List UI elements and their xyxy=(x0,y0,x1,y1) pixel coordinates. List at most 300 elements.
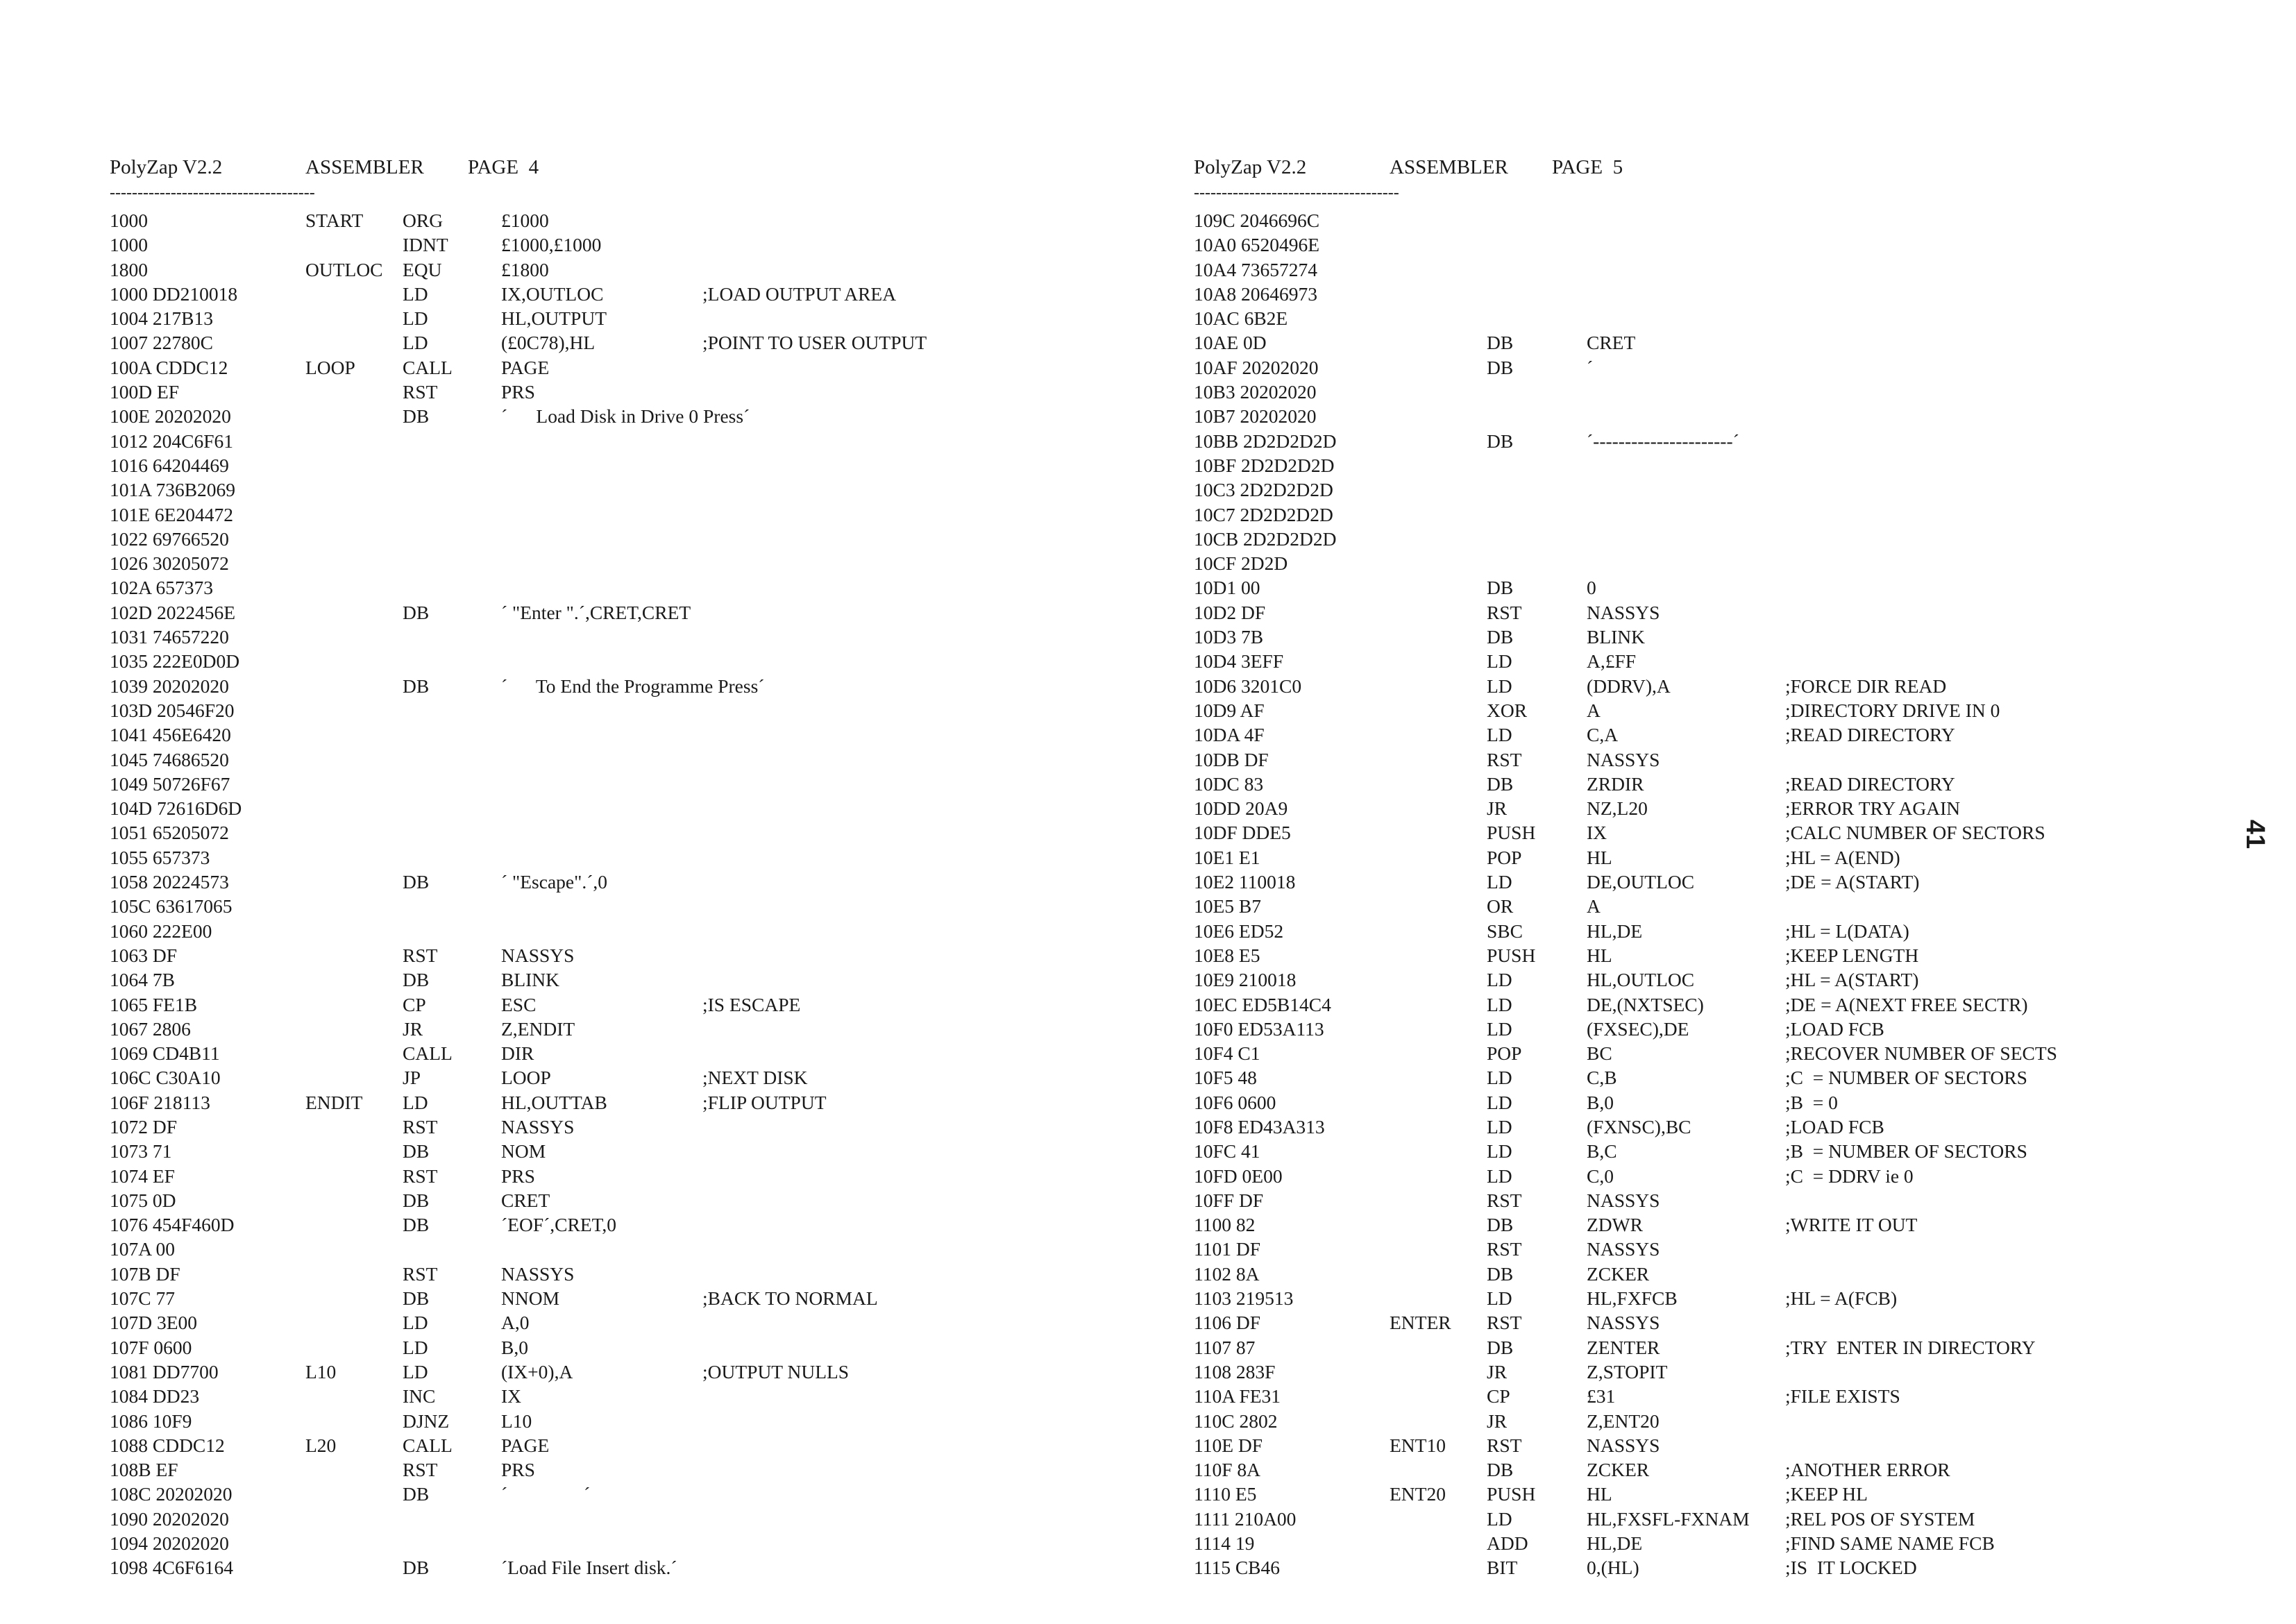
address-code: 1108 283F xyxy=(1194,1360,1276,1382)
mnemonic: DB xyxy=(1487,626,1514,648)
mnemonic: EQU xyxy=(403,258,442,280)
operand: ´Load File Insert disk.´ xyxy=(501,1557,677,1579)
comment: ;DE = A(START) xyxy=(1785,871,1920,893)
mnemonic: CALL xyxy=(403,356,453,378)
mnemonic: POP xyxy=(1487,846,1522,868)
operand: NASSYS xyxy=(1587,601,1660,623)
listing-line xyxy=(110,1188,1116,1212)
listing-line xyxy=(1194,1164,2200,1188)
operand: A xyxy=(1587,895,1601,917)
listing-line xyxy=(110,992,1116,1017)
address-code: 10EC ED5B14C4 xyxy=(1194,993,1331,1015)
comment: ;OUTPUT NULLS xyxy=(702,1360,850,1382)
address-code: 1090 20202020 xyxy=(110,1507,229,1530)
address-code: 107D 3E00 xyxy=(110,1312,198,1334)
label: L20 xyxy=(305,1434,337,1456)
address-code: 1007 22780C xyxy=(110,332,213,354)
listing-line xyxy=(110,232,1116,257)
address-code: 10D4 3EFF xyxy=(1194,650,1284,673)
page-header xyxy=(1194,149,2200,181)
operand: ´ "Enter ".´,CRET,CRET xyxy=(501,601,691,623)
listing-line xyxy=(1194,1555,2200,1580)
listing-line xyxy=(110,600,1116,625)
operand: NASSYS xyxy=(1587,1312,1660,1334)
address-code: 1000 xyxy=(110,210,148,231)
comment: ;HL = A(FCB) xyxy=(1785,1287,1898,1310)
operand: DIR xyxy=(501,1042,534,1065)
label: ENTER xyxy=(1390,1312,1451,1334)
listing-line xyxy=(110,453,1116,477)
mnemonic: CALL xyxy=(403,1042,453,1065)
mnemonic: JP xyxy=(403,1067,421,1089)
listing-line xyxy=(110,772,1116,796)
mnemonic: LD xyxy=(1487,724,1512,746)
listing-line xyxy=(110,306,1116,330)
operand: (£0C78),HL xyxy=(501,332,596,354)
label: L10 xyxy=(305,1360,337,1382)
operand: DE,OUTLOC xyxy=(1587,871,1695,893)
operand: 0,(HL) xyxy=(1587,1557,1639,1579)
listing-line xyxy=(1194,772,2200,796)
address-code: 1055 657373 xyxy=(110,846,210,868)
operand: ZENTER xyxy=(1587,1336,1660,1358)
listing-line xyxy=(110,722,1116,747)
address-code: 1800 xyxy=(110,258,148,280)
header-rule: ------------------------------------- xyxy=(1194,185,1399,202)
label: ENT20 xyxy=(1390,1483,1446,1505)
listing-page-4 xyxy=(110,149,1116,1580)
mnemonic: LD xyxy=(403,282,428,305)
listing-line xyxy=(1194,649,2200,673)
operand: ESC xyxy=(501,993,537,1015)
comment: ;IS IT LOCKED xyxy=(1785,1557,1917,1579)
mnemonic: DB xyxy=(403,969,430,991)
listing-line xyxy=(110,404,1116,428)
address-code: 100A CDDC12 xyxy=(110,356,228,378)
comment: ;C = NUMBER OF SECTORS xyxy=(1785,1067,2027,1089)
listing-line xyxy=(110,1212,1116,1237)
operand: CRET xyxy=(1587,332,1636,354)
listing-line xyxy=(1194,208,2200,232)
listing-line xyxy=(110,1017,1116,1041)
address-code: 1000 DD210018 xyxy=(110,282,238,305)
listing-line xyxy=(1194,1507,2200,1531)
listing-line xyxy=(1194,625,2200,649)
address-code: 107A 00 xyxy=(110,1238,175,1260)
operand: NZ,L20 xyxy=(1587,797,1648,820)
listing-line xyxy=(110,1482,1116,1506)
mnemonic: LD xyxy=(403,1336,428,1358)
address-code: 104D 72616D6D xyxy=(110,797,242,820)
address-code: 10F5 48 xyxy=(1194,1067,1257,1089)
address-code: 1100 82 xyxy=(1194,1214,1256,1236)
address-code: 10A4 73657274 xyxy=(1194,258,1317,280)
operand: ´ ´ xyxy=(501,1483,591,1505)
listing-line xyxy=(1194,1237,2200,1261)
listing-line xyxy=(110,943,1116,967)
listing-line xyxy=(1194,257,2200,282)
listing-line xyxy=(110,1335,1116,1360)
mnemonic: RST xyxy=(1487,1189,1522,1211)
header-page: PAGE 4 xyxy=(468,156,539,178)
address-code: 103D 20546F20 xyxy=(110,699,235,721)
comment: ;LOAD FCB xyxy=(1785,1017,1884,1040)
comment: ;RECOVER NUMBER OF SECTS xyxy=(1785,1042,2057,1065)
operand: HL,OUTLOC xyxy=(1587,969,1695,991)
address-code: 106F 218113 xyxy=(110,1091,210,1113)
comment: ;POINT TO USER OUTPUT xyxy=(702,332,927,354)
address-code: 107C 77 xyxy=(110,1287,175,1310)
address-code: 1031 74657220 xyxy=(110,626,229,648)
listing-line xyxy=(110,820,1116,845)
listing-rows xyxy=(1194,208,2200,1580)
operand: (DDRV),A xyxy=(1587,675,1671,697)
comment: ;REL POS OF SYSTEM xyxy=(1785,1507,1975,1530)
operand: CRET xyxy=(501,1189,550,1211)
address-code: 1072 DF xyxy=(110,1115,178,1137)
listing-line xyxy=(1194,722,2200,747)
mnemonic: RST xyxy=(403,944,438,966)
mnemonic: LD xyxy=(1487,1067,1512,1089)
listing-line xyxy=(1194,870,2200,894)
address-code: 108B EF xyxy=(110,1459,178,1481)
address-code: 10DF DDE5 xyxy=(1194,822,1291,844)
listing-line xyxy=(110,1409,1116,1433)
listing-line xyxy=(110,551,1116,575)
mnemonic: DB xyxy=(1487,772,1514,795)
address-code: 10C7 2D2D2D2D xyxy=(1194,503,1333,525)
listing-line xyxy=(110,1237,1116,1261)
mnemonic: DB xyxy=(1487,430,1514,452)
address-code: 10D3 7B xyxy=(1194,626,1264,648)
listing-line xyxy=(1194,1457,2200,1482)
operand: B,C xyxy=(1587,1140,1617,1162)
address-code: 10E2 110018 xyxy=(1194,871,1296,893)
listing-line xyxy=(1194,1531,2200,1555)
operand: IX,OUTLOC xyxy=(501,282,604,305)
operand: NASSYS xyxy=(1587,1238,1660,1260)
operand: Z,ENT20 xyxy=(1587,1410,1660,1432)
address-code: 108C 20202020 xyxy=(110,1483,233,1505)
address-code: 10E1 E1 xyxy=(1194,846,1260,868)
comment: ;WRITE IT OUT xyxy=(1785,1214,1918,1236)
listing-line xyxy=(110,1433,1116,1457)
operand: ´ "Escape".´,0 xyxy=(501,871,608,893)
listing-line xyxy=(1194,845,2200,870)
operand: Z,ENDIT xyxy=(501,1017,575,1040)
address-code: 1000 xyxy=(110,234,148,256)
header-title: PolyZap V2.2 xyxy=(110,156,223,178)
address-code: 10FD 0E00 xyxy=(1194,1165,1283,1187)
operand: B,0 xyxy=(501,1336,528,1358)
label: ENDIT xyxy=(305,1091,363,1113)
address-code: 1004 217B13 xyxy=(110,307,213,330)
listing-line xyxy=(110,1090,1116,1115)
operand: £1000 xyxy=(501,210,549,231)
mnemonic: DB xyxy=(1487,1336,1514,1358)
operand: BLINK xyxy=(1587,626,1646,648)
address-code: 10CB 2D2D2D2D xyxy=(1194,527,1337,550)
comment: ;HL = A(START) xyxy=(1785,969,1919,991)
mnemonic: LD xyxy=(403,307,428,330)
mnemonic: RST xyxy=(403,1165,438,1187)
comment: ;ERROR TRY AGAIN xyxy=(1785,797,1961,820)
operand: DE,(NXTSEC) xyxy=(1587,993,1704,1015)
listing-line xyxy=(110,796,1116,820)
operand: HL,DE xyxy=(1587,920,1643,942)
listing-line xyxy=(1194,1384,2200,1408)
listing-line xyxy=(110,1531,1116,1555)
mnemonic: LD xyxy=(403,1312,428,1334)
address-code: 1075 0D xyxy=(110,1189,176,1211)
mnemonic: PUSH xyxy=(1487,944,1536,966)
mnemonic: RST xyxy=(1487,1434,1522,1456)
address-code: 10DD 20A9 xyxy=(1194,797,1288,820)
address-code: 100D EF xyxy=(110,381,180,403)
listing-line xyxy=(1194,1409,2200,1433)
listing-line xyxy=(1194,355,2200,380)
mnemonic: RST xyxy=(403,1262,438,1285)
operand: BLINK xyxy=(501,969,560,991)
mnemonic: RST xyxy=(403,381,438,403)
listing-line xyxy=(110,1262,1116,1286)
listing-line xyxy=(1194,1286,2200,1310)
listing-line xyxy=(110,1041,1116,1065)
mnemonic: RST xyxy=(1487,748,1522,770)
address-code: 100E 20202020 xyxy=(110,405,231,428)
address-code: 10FC 41 xyxy=(1194,1140,1260,1162)
listing-line xyxy=(110,649,1116,673)
listing-line xyxy=(110,674,1116,698)
mnemonic: LD xyxy=(403,1091,428,1113)
operand: NASSYS xyxy=(1587,748,1660,770)
operand: ´ xyxy=(1587,356,1594,378)
address-code: 1101 DF xyxy=(1194,1238,1261,1260)
address-code: 10F4 C1 xyxy=(1194,1042,1260,1065)
address-code: 1058 20224573 xyxy=(110,871,229,893)
operand: (FXNSC),BC xyxy=(1587,1115,1691,1137)
address-code: 10D6 3201C0 xyxy=(1194,675,1302,697)
mnemonic: DB xyxy=(1487,356,1514,378)
listing-line xyxy=(1194,600,2200,625)
operand: (IX+0),A xyxy=(501,1360,573,1382)
mnemonic: LD xyxy=(403,332,428,354)
address-code: 1084 DD23 xyxy=(110,1385,200,1407)
listing-line xyxy=(1194,1065,2200,1090)
mnemonic: RST xyxy=(1487,1238,1522,1260)
address-code: 101E 6E204472 xyxy=(110,503,233,525)
comment: ;LOAD OUTPUT AREA xyxy=(702,282,897,305)
operand: L10 xyxy=(501,1410,532,1432)
listing-line xyxy=(110,1555,1116,1580)
operand: NASSYS xyxy=(501,1262,575,1285)
listing-line xyxy=(1194,674,2200,698)
operand: Z,STOPIT xyxy=(1587,1360,1668,1382)
listing-line xyxy=(110,380,1116,404)
listing-line xyxy=(1194,747,2200,772)
mnemonic: SBC xyxy=(1487,920,1523,942)
operand: £1000,£1000 xyxy=(501,234,602,256)
listing-line xyxy=(110,330,1116,355)
operand: HL,DE xyxy=(1587,1532,1643,1555)
address-code: 1110 E5 xyxy=(1194,1483,1257,1505)
address-code: 1063 DF xyxy=(110,944,178,966)
listing-line xyxy=(1194,429,2200,453)
mnemonic: ADD xyxy=(1487,1532,1528,1555)
address-code: 10AE 0D xyxy=(1194,332,1267,354)
listing-line xyxy=(110,845,1116,870)
operand: C,A xyxy=(1587,724,1619,746)
address-code: 110E DF xyxy=(1194,1434,1263,1456)
header-page: PAGE 5 xyxy=(1552,156,1623,178)
listing-line xyxy=(1194,1115,2200,1139)
listing-line xyxy=(1194,551,2200,575)
listing-line xyxy=(110,1115,1116,1139)
comment: ;KEEP HL xyxy=(1785,1483,1868,1505)
comment: ;FILE EXISTS xyxy=(1785,1385,1900,1407)
header-section: ASSEMBLER xyxy=(305,156,424,178)
mnemonic: LD xyxy=(1487,1507,1512,1530)
operand: ´ To End the Programme Press´ xyxy=(501,675,765,697)
address-code: 1069 CD4B11 xyxy=(110,1042,220,1065)
listing-line xyxy=(110,919,1116,943)
listing-line xyxy=(110,747,1116,772)
operand: ZDWR xyxy=(1587,1214,1643,1236)
mnemonic: LD xyxy=(1487,993,1512,1015)
operand: B,0 xyxy=(1587,1091,1614,1113)
operand: IX xyxy=(1587,822,1607,844)
listing-line xyxy=(110,698,1116,722)
address-code: 105C 63617065 xyxy=(110,895,233,917)
listing-line xyxy=(1194,1041,2200,1065)
operand: C,B xyxy=(1587,1067,1617,1089)
mnemonic: DB xyxy=(403,675,430,697)
listing-line xyxy=(1194,1310,2200,1335)
address-code: 1088 CDDC12 xyxy=(110,1434,225,1456)
operand: NASSYS xyxy=(1587,1434,1660,1456)
comment: ;FORCE DIR READ xyxy=(1785,675,1947,697)
mnemonic: RST xyxy=(1487,1312,1522,1334)
mnemonic: JR xyxy=(1487,797,1508,820)
operand: ZCKER xyxy=(1587,1459,1650,1481)
comment: ;FIND SAME NAME FCB xyxy=(1785,1532,1995,1555)
address-code: 1045 74686520 xyxy=(110,748,229,770)
address-code: 1115 CB46 xyxy=(1194,1557,1281,1579)
mnemonic: CALL xyxy=(403,1434,453,1456)
address-code: 102A 657373 xyxy=(110,577,213,599)
mnemonic: JR xyxy=(1487,1360,1508,1382)
listing-line xyxy=(1194,1090,2200,1115)
operand: HL,OUTPUT xyxy=(501,307,607,330)
operand: ´EOF´,CRET,0 xyxy=(501,1214,617,1236)
address-code: 1035 222E0D0D xyxy=(110,650,240,673)
address-code: 10AC 6B2E xyxy=(1194,307,1288,330)
listing-line xyxy=(1194,1188,2200,1212)
label: LOOP xyxy=(305,356,355,378)
comment: ;B = 0 xyxy=(1785,1091,1838,1113)
comment: ;KEEP LENGTH xyxy=(1785,944,1919,966)
listing-line xyxy=(110,1310,1116,1335)
comment: ;ANOTHER ERROR xyxy=(1785,1459,1950,1481)
address-code: 1039 20202020 xyxy=(110,675,229,697)
listing-line xyxy=(110,625,1116,649)
mnemonic: RST xyxy=(403,1459,438,1481)
listing-line xyxy=(1194,527,2200,551)
address-code: 102D 2022456E xyxy=(110,601,236,623)
address-code: 10E5 B7 xyxy=(1194,895,1262,917)
listing-line xyxy=(110,894,1116,918)
operand: A,0 xyxy=(501,1312,530,1334)
mnemonic: OR xyxy=(1487,895,1514,917)
address-code: 10BB 2D2D2D2D xyxy=(1194,430,1337,452)
mnemonic: DB xyxy=(403,871,430,893)
comment: ;READ DIRECTORY xyxy=(1785,772,1955,795)
address-code: 1049 50726F67 xyxy=(110,772,230,795)
address-code: 110A FE31 xyxy=(1194,1385,1281,1407)
mnemonic: LD xyxy=(1487,1140,1512,1162)
operand: LOOP xyxy=(501,1067,551,1089)
page-header xyxy=(110,149,1116,181)
listing-line xyxy=(1194,453,2200,477)
listing-line xyxy=(1194,1433,2200,1457)
mnemonic: LD xyxy=(1487,871,1512,893)
address-code: 1086 10F9 xyxy=(110,1410,192,1432)
address-code: 10F6 0600 xyxy=(1194,1091,1276,1113)
address-code: 10F8 ED43A313 xyxy=(1194,1115,1325,1137)
mnemonic: LD xyxy=(1487,650,1512,673)
comment: ;FLIP OUTPUT xyxy=(702,1091,827,1113)
address-code: 1016 64204469 xyxy=(110,454,229,476)
address-code: 1102 8A xyxy=(1194,1262,1260,1285)
address-code: 10C3 2D2D2D2D xyxy=(1194,479,1333,501)
listing-line xyxy=(1194,1360,2200,1384)
operand: ZCKER xyxy=(1587,1262,1650,1285)
operand: C,0 xyxy=(1587,1165,1614,1187)
listing-line xyxy=(1194,330,2200,355)
address-code: 10D2 DF xyxy=(1194,601,1266,623)
address-code: 10E6 ED52 xyxy=(1194,920,1284,942)
operand: IX xyxy=(501,1385,522,1407)
address-code: 110F 8A xyxy=(1194,1459,1261,1481)
address-code: 106C C30A10 xyxy=(110,1067,221,1089)
mnemonic: BIT xyxy=(1487,1557,1518,1579)
address-code: 1107 87 xyxy=(1194,1336,1256,1358)
mnemonic: ORG xyxy=(403,210,444,231)
address-code: 1106 DF xyxy=(1194,1312,1261,1334)
address-code: 107F 0600 xyxy=(110,1336,192,1358)
address-code: 10E8 E5 xyxy=(1194,944,1260,966)
address-code: 10B7 20202020 xyxy=(1194,405,1317,428)
operand: (FXSEC),DE xyxy=(1587,1017,1689,1040)
listing-line xyxy=(1194,575,2200,600)
mnemonic: DB xyxy=(1487,332,1514,354)
operand: NOM xyxy=(501,1140,546,1162)
listing-line xyxy=(1194,1335,2200,1360)
listing-line xyxy=(110,527,1116,551)
mnemonic: LD xyxy=(1487,1115,1512,1137)
listing-line xyxy=(110,967,1116,992)
mnemonic: DB xyxy=(403,405,430,428)
listing-line xyxy=(1194,1212,2200,1237)
address-code: 1103 219513 xyxy=(1194,1287,1294,1310)
listing-line xyxy=(110,575,1116,600)
mnemonic: PUSH xyxy=(1487,822,1536,844)
listing-line xyxy=(1194,232,2200,257)
mnemonic: RST xyxy=(1487,601,1522,623)
address-code: 10F0 ED53A113 xyxy=(1194,1017,1324,1040)
listing-line xyxy=(110,282,1116,306)
address-code: 1012 204C6F61 xyxy=(110,430,234,452)
